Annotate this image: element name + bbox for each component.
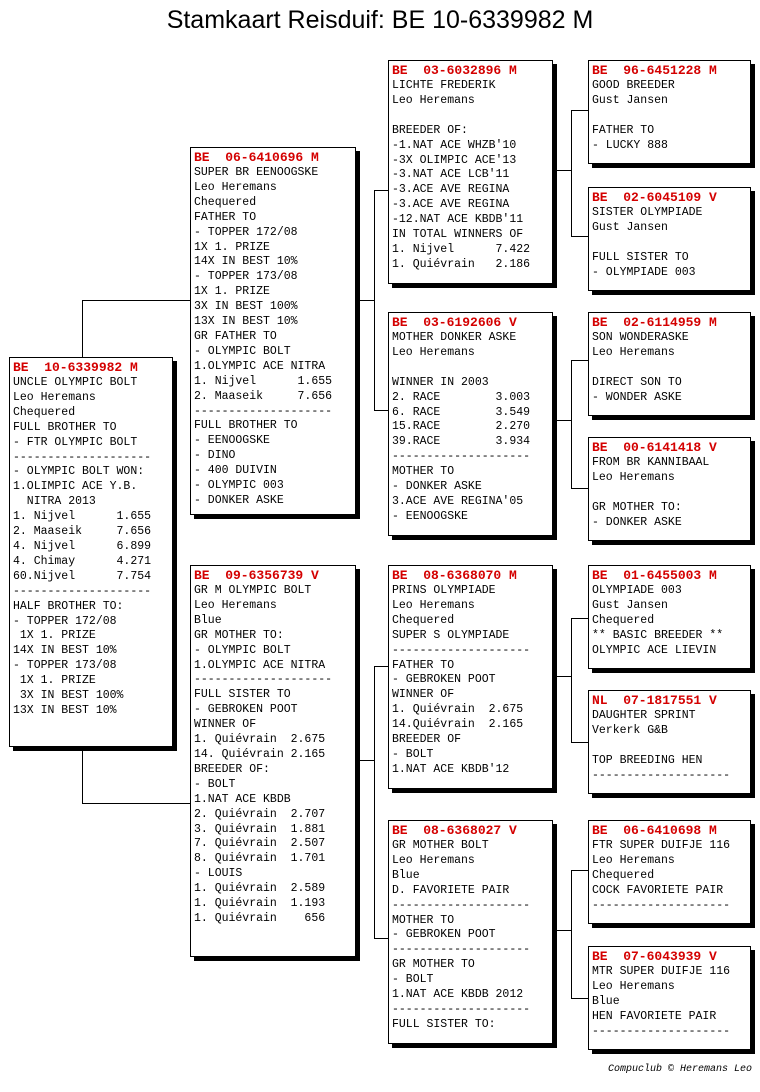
card-line: - OLYMPIC BOLT bbox=[194, 643, 291, 657]
connector-line bbox=[571, 998, 588, 999]
card-line: - EENOOGSKE bbox=[194, 434, 270, 448]
card-line: GR FATHER TO bbox=[194, 329, 277, 343]
connector-line bbox=[571, 488, 588, 489]
pigeon-card-mmf[interactable] bbox=[588, 820, 751, 924]
card-line: - WONDER ASKE bbox=[592, 390, 682, 404]
card-line: WINNER IN 2003 bbox=[392, 375, 489, 389]
card-line: 1.NAT ACE KBDB bbox=[194, 792, 291, 806]
card-line: ** BASIC BREEDER ** bbox=[592, 628, 724, 642]
card-line: 1.NAT ACE KBDB'12 bbox=[392, 762, 510, 776]
card-line: 1.NAT ACE KBDB 2012 bbox=[392, 988, 524, 1002]
connector-line bbox=[82, 300, 83, 357]
connector-line bbox=[374, 410, 388, 411]
pigeon-card-mff[interactable] bbox=[588, 565, 751, 669]
card-line: FULL SISTER TO bbox=[592, 250, 689, 264]
card-line: -------------------- bbox=[392, 943, 531, 957]
card-line: 1. Quiévrain 2.186 bbox=[392, 257, 531, 271]
card-line: - TOPPER 172/08 bbox=[13, 614, 117, 628]
card-line: MOTHER TO bbox=[392, 465, 455, 479]
ring-number: BE 09-6356739 V bbox=[194, 568, 319, 583]
card-line: 7. Quiévrain 2.507 bbox=[194, 837, 326, 851]
ring-number: BE 02-6114959 M bbox=[592, 315, 717, 330]
card-line: D. FAVORIETE PAIR bbox=[392, 883, 510, 897]
card-line: 1. Nijvel 7.422 bbox=[392, 242, 531, 256]
card-line: FULL BROTHER TO bbox=[194, 419, 298, 433]
card-line: 4. Nijvel 6.899 bbox=[13, 539, 152, 553]
connector-line bbox=[571, 870, 588, 871]
ring-number: BE 03-6032896 M bbox=[392, 63, 517, 78]
connector-line bbox=[374, 938, 388, 939]
card-line: 1. Nijvel 1.655 bbox=[194, 374, 333, 388]
card-line: Gust Jansen bbox=[592, 93, 668, 107]
pigeon-card-fff[interactable] bbox=[588, 60, 751, 164]
card-line: - LOUIS bbox=[194, 867, 243, 881]
card-line: -3.NAT ACE LCB'11 bbox=[392, 168, 510, 182]
ring-number: BE 10-6339982 M bbox=[13, 360, 138, 375]
card-line: SUPER S OLYMPIADE bbox=[392, 628, 510, 642]
card-line: BREEDER OF: bbox=[392, 123, 468, 137]
card-line: - LUCKY 888 bbox=[592, 138, 668, 152]
pigeon-card-mother-father[interactable] bbox=[388, 565, 553, 789]
card-line: BREEDER OF bbox=[392, 733, 462, 747]
card-line bbox=[392, 361, 549, 376]
pigeon-card-ffm[interactable] bbox=[588, 187, 751, 291]
connector-line bbox=[82, 803, 190, 804]
card-line: 13X IN BEST 10% bbox=[13, 703, 117, 717]
card-line: 1. Quiévrain 2.675 bbox=[194, 733, 326, 747]
card-line: 3.ACE AVE REGINA'05 bbox=[392, 494, 524, 508]
card-line: 60.Nijvel 7.754 bbox=[13, 569, 152, 583]
pigeon-card-root[interactable] bbox=[9, 357, 173, 747]
connector-line bbox=[553, 676, 571, 677]
ring-number: BE 01-6455003 M bbox=[592, 568, 717, 583]
card-line: - OLYMPIADE 003 bbox=[592, 265, 696, 279]
card-line: -3.ACE AVE REGINA bbox=[392, 198, 510, 212]
card-line: 14. Quiévrain 2.165 bbox=[194, 747, 326, 761]
card-line: IN TOTAL WINNERS OF bbox=[392, 228, 524, 242]
card-line: 2. RACE 3.003 bbox=[392, 390, 531, 404]
card-line: - GEBROKEN POOT bbox=[392, 928, 496, 942]
card-line: 1X 1. PRIZE bbox=[13, 629, 96, 643]
card-line: -12.NAT ACE KBDB'11 bbox=[392, 213, 524, 227]
card-line bbox=[592, 236, 747, 251]
card-line: GR MOTHER BOLT bbox=[392, 839, 489, 852]
card-line: FATHER TO bbox=[392, 658, 455, 672]
card-line: DIRECT SON TO bbox=[592, 375, 682, 389]
card-line: - GEBROKEN POOT bbox=[194, 703, 298, 717]
pigeon-card-mfm[interactable] bbox=[588, 690, 751, 794]
card-line: MOTHER TO bbox=[392, 913, 455, 927]
connector-line bbox=[356, 760, 374, 761]
connector-line bbox=[82, 300, 190, 301]
ring-number: BE 08-6368027 V bbox=[392, 823, 517, 838]
card-line: 1.OLYMPIC ACE NITRA bbox=[194, 359, 326, 373]
connector-line bbox=[553, 170, 571, 171]
card-line: BREEDER OF: bbox=[194, 762, 270, 776]
card-line: Leo Heremans bbox=[392, 345, 475, 359]
card-line: -3.ACE AVE REGINA bbox=[392, 183, 510, 197]
pigeon-card-fmf[interactable] bbox=[588, 312, 751, 416]
card-line: -1.NAT ACE WHZB'10 bbox=[392, 138, 517, 152]
connector-line bbox=[571, 618, 572, 742]
connector-line bbox=[82, 746, 83, 804]
connector-line bbox=[571, 360, 588, 361]
card-line: FULL BROTHER TO bbox=[13, 420, 117, 434]
pigeon-card-mmm[interactable] bbox=[588, 946, 751, 1050]
card-line: SUPER BR EENOOGSKE bbox=[194, 166, 319, 179]
card-line: SISTER OLYMPIADE bbox=[592, 206, 703, 219]
card-line: Leo Heremans bbox=[13, 390, 96, 404]
connector-line bbox=[374, 666, 375, 938]
card-line: 13X IN BEST 10% bbox=[194, 315, 298, 329]
pigeon-card-mother[interactable] bbox=[190, 565, 356, 957]
connector-line bbox=[374, 190, 375, 410]
card-line bbox=[592, 109, 747, 124]
ring-number: NL 07-1817551 V bbox=[592, 693, 717, 708]
card-line: Blue bbox=[592, 994, 620, 1008]
card-line: FULL SISTER TO: bbox=[392, 1017, 496, 1031]
card-line: Chequered bbox=[13, 405, 76, 419]
card-line: - BOLT bbox=[392, 747, 434, 761]
card-line: -------------------- bbox=[392, 1002, 531, 1016]
card-line: -------------------- bbox=[13, 450, 152, 464]
card-line: Leo Heremans bbox=[592, 979, 675, 993]
card-line: -------------------- bbox=[194, 673, 333, 687]
card-line: -------------------- bbox=[392, 643, 531, 657]
card-line: WINNER OF bbox=[194, 718, 257, 732]
ring-number: BE 06-6410698 M bbox=[592, 823, 717, 838]
card-line: - BOLT bbox=[194, 777, 236, 791]
card-line: GR MOTHER TO: bbox=[194, 628, 284, 642]
card-line: 3X IN BEST 100% bbox=[194, 300, 298, 314]
connector-line bbox=[571, 110, 588, 111]
card-line bbox=[592, 739, 747, 754]
card-line: - BOLT bbox=[392, 973, 434, 987]
card-line: GR M OLYMPIC BOLT bbox=[194, 584, 312, 597]
card-line: GR MOTHER TO: bbox=[592, 500, 682, 514]
card-line: GOOD BREEDER bbox=[592, 79, 675, 92]
card-line: - TOPPER 173/08 bbox=[194, 270, 298, 284]
ring-number: BE 03-6192606 V bbox=[392, 315, 517, 330]
card-line: 1. Quiévrain 2.675 bbox=[392, 703, 524, 717]
card-line: Leo Heremans bbox=[592, 470, 675, 484]
card-line: -------------------- bbox=[592, 1024, 731, 1038]
card-line: 6. RACE 3.549 bbox=[392, 405, 531, 419]
card-line: 1. Nijvel 1.655 bbox=[13, 510, 152, 524]
card-line: Chequered bbox=[592, 613, 655, 627]
card-line: COCK FAVORIETE PAIR bbox=[592, 883, 724, 897]
connector-line bbox=[374, 666, 388, 667]
card-line: 1X 1. PRIZE bbox=[13, 674, 96, 688]
card-line: Chequered bbox=[194, 195, 257, 209]
card-line: - DONKER ASKE bbox=[194, 493, 284, 507]
card-line: Leo Heremans bbox=[392, 93, 475, 107]
card-line: 1. Quiévrain 2.589 bbox=[194, 882, 326, 896]
card-line: DAUGHTER SPRINT bbox=[592, 709, 696, 722]
card-line: 1.OLIMPIC ACE Y.B. bbox=[13, 480, 138, 494]
card-line: 14X IN BEST 10% bbox=[194, 255, 298, 269]
card-line: WINNER OF bbox=[392, 688, 455, 702]
connector-line bbox=[571, 870, 572, 998]
card-line: - FTR OLYMPIC BOLT bbox=[13, 435, 138, 449]
card-line: 1X 1. PRIZE bbox=[194, 240, 270, 254]
card-line: FTR SUPER DUIFJE 116 bbox=[592, 839, 731, 852]
connector-line bbox=[571, 742, 588, 743]
card-line: FULL SISTER TO bbox=[194, 688, 291, 702]
card-line: HEN FAVORIETE PAIR bbox=[592, 1009, 717, 1023]
card-line: - OLYMPIC 003 bbox=[194, 479, 284, 493]
card-line bbox=[592, 486, 747, 501]
card-line: LICHTE FREDERIK bbox=[392, 79, 496, 92]
card-line: - DONKER ASKE bbox=[592, 515, 682, 529]
card-line: FATHER TO bbox=[194, 210, 257, 224]
card-line: - OLYMPIC BOLT bbox=[194, 344, 291, 358]
connector-line bbox=[356, 300, 374, 301]
ring-number: BE 02-6045109 V bbox=[592, 190, 717, 205]
ring-number: BE 00-6141418 V bbox=[592, 440, 717, 455]
card-line: 1. Quiévrain 1.193 bbox=[194, 897, 326, 911]
card-line: GR MOTHER TO bbox=[392, 958, 475, 972]
card-line: OLYMPIC ACE LIEVIN bbox=[592, 643, 717, 657]
card-line: Leo Heremans bbox=[194, 598, 277, 612]
card-line: Gust Jansen bbox=[592, 220, 668, 234]
ring-number: BE 96-6451228 M bbox=[592, 63, 717, 78]
card-line: - GEBROKEN POOT bbox=[392, 673, 496, 687]
card-line: TOP BREEDING HEN bbox=[592, 753, 703, 767]
card-line: 14.Quiévrain 2.165 bbox=[392, 718, 524, 732]
card-line: Blue bbox=[392, 868, 420, 882]
card-line: - TOPPER 173/08 bbox=[13, 659, 117, 673]
card-line: 4. Chimay 4.271 bbox=[13, 554, 152, 568]
card-line bbox=[392, 109, 549, 124]
card-line: 14X IN BEST 10% bbox=[13, 644, 117, 658]
connector-line bbox=[553, 930, 571, 931]
card-line: 3X IN BEST 100% bbox=[13, 689, 124, 703]
card-line: - DINO bbox=[194, 449, 236, 463]
card-line: Chequered bbox=[592, 868, 655, 882]
card-line: MTR SUPER DUIFJE 116 bbox=[592, 965, 731, 978]
card-line: Leo Heremans bbox=[392, 598, 475, 612]
connector-line bbox=[571, 110, 572, 236]
card-line: 1. Quiévrain 656 bbox=[194, 911, 326, 925]
card-line: -------------------- bbox=[392, 450, 531, 464]
card-line bbox=[592, 361, 747, 376]
ring-number: BE 06-6410696 M bbox=[194, 150, 319, 165]
card-line: SON WONDERASKE bbox=[592, 331, 689, 344]
connector-line bbox=[553, 420, 571, 421]
card-line: FATHER TO bbox=[592, 123, 655, 137]
card-line: UNCLE OLYMPIC BOLT bbox=[13, 376, 138, 389]
card-line: Leo Heremans bbox=[194, 180, 277, 194]
card-line: - 400 DUIVIN bbox=[194, 464, 277, 478]
card-line: - DONKER ASKE bbox=[392, 480, 482, 494]
card-line: Chequered bbox=[392, 613, 455, 627]
pigeon-card-mother-mother[interactable] bbox=[388, 820, 553, 1044]
card-line: 15.RACE 2.270 bbox=[392, 420, 531, 434]
card-line: 2. Quiévrain 2.707 bbox=[194, 807, 326, 821]
connector-line bbox=[571, 236, 588, 237]
card-line: Verkerk G&B bbox=[592, 723, 668, 737]
card-line: 8. Quiévrain 1.701 bbox=[194, 852, 326, 866]
card-line: - EENOOGSKE bbox=[392, 509, 468, 523]
card-line: PRINS OLYMPIADE bbox=[392, 584, 496, 597]
card-line: OLYMPIADE 003 bbox=[592, 584, 682, 597]
page-title: Stamkaart Reisduif: BE 10-6339982 M bbox=[166, 6, 594, 34]
connector-line bbox=[374, 190, 388, 191]
pigeon-card-father-mother[interactable] bbox=[388, 312, 553, 536]
card-line: Leo Heremans bbox=[392, 853, 475, 867]
card-line: - OLYMPIC BOLT WON: bbox=[13, 465, 145, 479]
card-line: -3X OLIMPIC ACE'13 bbox=[392, 153, 517, 167]
card-line: 2. Maaseik 7.656 bbox=[194, 389, 333, 403]
card-line: Leo Heremans bbox=[592, 345, 675, 359]
card-line: -------------------- bbox=[392, 898, 531, 912]
card-line: 39.RACE 3.934 bbox=[392, 435, 531, 449]
card-line: MOTHER DONKER ASKE bbox=[392, 331, 517, 344]
card-line: -------------------- bbox=[194, 404, 333, 418]
connector-line bbox=[571, 360, 572, 488]
card-line: -------------------- bbox=[592, 768, 731, 782]
card-line: Blue bbox=[194, 613, 222, 627]
card-line: 1X 1. PRIZE bbox=[194, 285, 270, 299]
card-line: HALF BROTHER TO: bbox=[13, 599, 124, 613]
card-line: 2. Maaseik 7.656 bbox=[13, 525, 152, 539]
card-line: 3. Quiévrain 1.881 bbox=[194, 822, 326, 836]
card-line: 1.OLYMPIC ACE NITRA bbox=[194, 658, 326, 672]
card-line: -------------------- bbox=[592, 898, 731, 912]
ring-number: BE 07-6043939 V bbox=[592, 949, 717, 964]
card-line: Leo Heremans bbox=[592, 853, 675, 867]
card-line: -------------------- bbox=[13, 584, 152, 598]
card-line: - TOPPER 172/08 bbox=[194, 225, 298, 239]
pigeon-card-father[interactable] bbox=[190, 147, 356, 515]
ring-number: BE 08-6368070 M bbox=[392, 568, 517, 583]
footer-credit: Compuclub © Heremans Leo bbox=[607, 1064, 752, 1075]
card-line: FROM BR KANNIBAAL bbox=[592, 456, 710, 469]
pigeon-card-fmm[interactable] bbox=[588, 437, 751, 541]
card-line: Gust Jansen bbox=[592, 598, 668, 612]
card-line: NITRA 2013 bbox=[13, 495, 96, 509]
connector-line bbox=[571, 618, 588, 619]
pigeon-card-father-father[interactable] bbox=[388, 60, 553, 284]
